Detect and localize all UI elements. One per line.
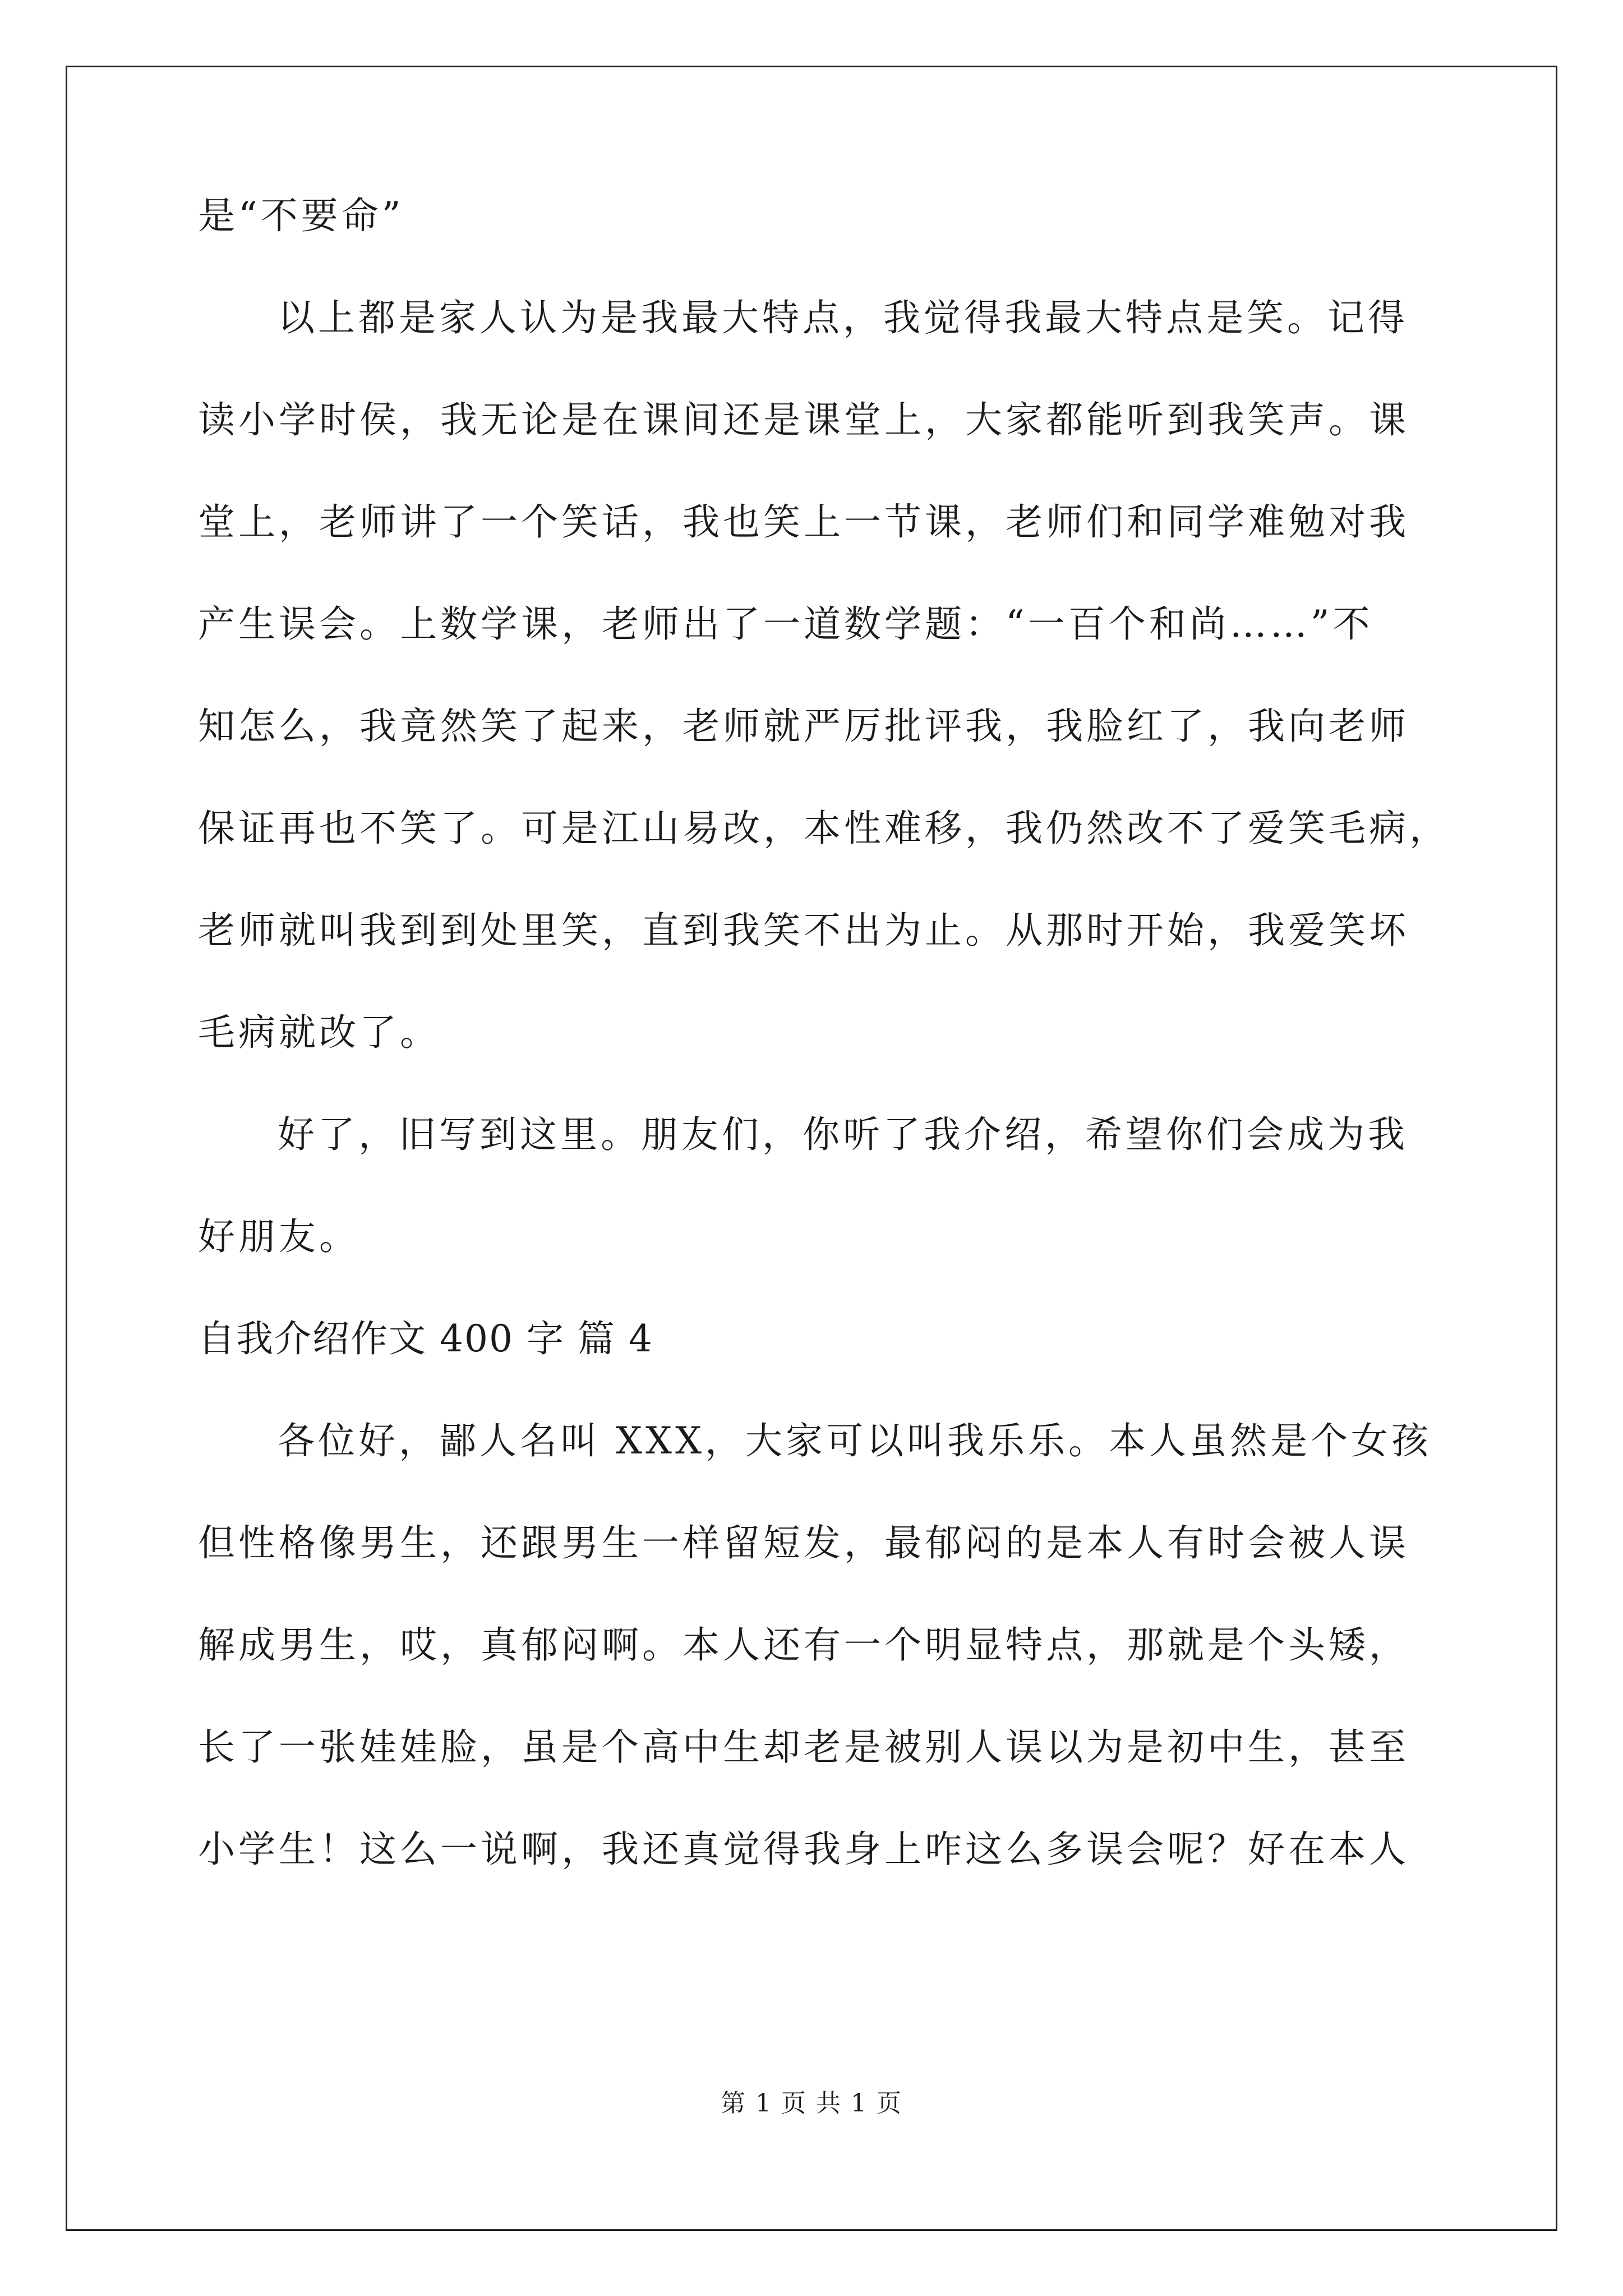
text-line-5: 产生误会。上数学课，老师出了一道数学题：“一百个和尚……”不 xyxy=(198,602,1373,646)
text-line-4: 堂上，老师讲了一个笑话，我也笑上一节课，老师们和同学难勉对我 xyxy=(198,500,1409,544)
text-line-10: 好了，旧写到这里。朋友们，你听了我介绍，希望你们会成为我 xyxy=(278,1113,1408,1156)
text-line-2: 以上都是家人认为是我最大特点，我觉得我最大特点是笑。记得 xyxy=(278,296,1408,339)
page-footer: 第 1 页 共 1 页 xyxy=(721,2089,902,2118)
text-line-11: 好朋友。 xyxy=(198,1215,359,1258)
text-line-16: 长了一张娃娃脸，虽是个高中生却老是被别人误以为是初中生，甚至 xyxy=(198,1726,1409,1769)
text-line-17: 小学生！这么一说啊，我还真觉得我身上咋这么多误会呢？好在本人 xyxy=(198,1828,1409,1871)
text-line-6: 知怎么，我竟然笑了起来，老师就严厉批评我，我脸红了，我向老师 xyxy=(198,705,1409,748)
text-line-9: 毛病就改了。 xyxy=(198,1011,440,1054)
text-line-14: 但性格像男生，还跟男生一样留短发，最郁闷的是本人有时会被人误 xyxy=(198,1521,1409,1565)
text-line-7: 保证再也不笑了。可是江山易改，本性难移，我仍然改不了爱笑毛病， xyxy=(198,807,1450,850)
text-line-8: 老师就叫我到到处里笑，直到我笑不出为止。从那时开始，我爱笑坏 xyxy=(198,909,1409,952)
text-line-13: 各位好，鄙人名叫 XXX，大家可以叫我乐乐。本人虽然是个女孩 xyxy=(278,1419,1432,1462)
text-line-1: 是“不要命” xyxy=(198,194,404,237)
text-line-15: 解成男生，哎，真郁闷啊。本人还有一个明显特点，那就是个头矮， xyxy=(198,1623,1409,1667)
document-body xyxy=(198,191,1449,1875)
section-heading: 自我介绍作文 400 字 篇 4 xyxy=(198,1317,653,1360)
text-line-3: 读小学时侯，我无论是在课间还是课堂上，大家都能听到我笑声。课 xyxy=(198,398,1409,441)
